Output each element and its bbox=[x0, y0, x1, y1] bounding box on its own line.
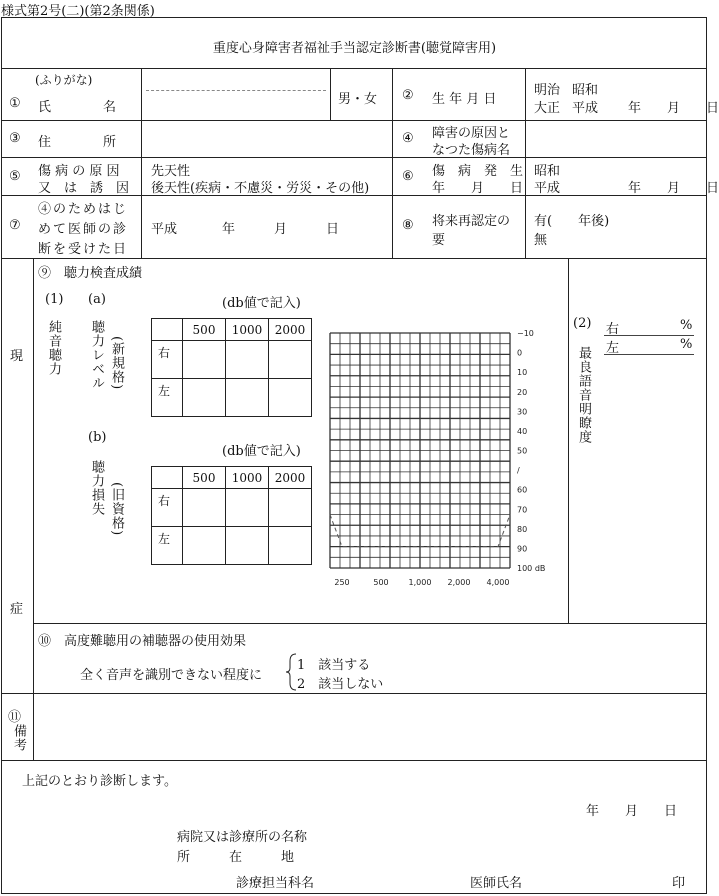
line bbox=[330, 68, 331, 120]
era-label: 大正 bbox=[534, 101, 561, 116]
hearing-value-cell[interactable] bbox=[269, 379, 312, 417]
seal-mark: 印 bbox=[672, 876, 686, 891]
freq-header: 1000 bbox=[226, 467, 269, 489]
option-not-applicable: 2 該当しない bbox=[297, 677, 384, 692]
item-number: ⑤ bbox=[9, 169, 21, 184]
hearing-level-label: 聴力レベル bbox=[89, 320, 104, 390]
hearing-value-cell[interactable] bbox=[226, 527, 269, 565]
freq-header: 500 bbox=[183, 319, 226, 341]
freq-header: 500 bbox=[183, 467, 226, 489]
new-standard-label: (新規格) bbox=[109, 336, 124, 391]
first-diagnosis-label: めて医師の診 bbox=[38, 222, 129, 237]
onset-label: 年 月 日 bbox=[432, 181, 524, 196]
speech-right-label: 右 bbox=[606, 322, 620, 337]
db-note: (db値で記入) bbox=[222, 444, 301, 459]
freq-header: 1000 bbox=[226, 319, 269, 341]
cause-label: なつた傷病名 bbox=[432, 143, 511, 158]
hearing-value-cell[interactable] bbox=[183, 489, 226, 527]
option-applicable: 1 該当する bbox=[297, 658, 371, 673]
item-number: ⑦ bbox=[9, 218, 21, 233]
x-tick-label: 250 bbox=[334, 578, 350, 587]
line bbox=[1, 693, 707, 694]
cause-origin-label: 傷 病 の 原 因 bbox=[38, 164, 120, 179]
x-tick-label: 2,000 bbox=[447, 578, 471, 587]
symptoms-side-label: 症 bbox=[10, 602, 24, 617]
date-format: 年 月 日 bbox=[628, 101, 719, 116]
line bbox=[1, 760, 707, 761]
y-tick-label: −10 bbox=[517, 329, 534, 338]
y-tick-label: 70 bbox=[517, 505, 528, 515]
hearing-value-cell[interactable] bbox=[226, 489, 269, 527]
era-label: 昭和 bbox=[534, 164, 561, 179]
date-format: 年 月 日 bbox=[628, 181, 719, 196]
recertification-label: 要 bbox=[432, 233, 446, 248]
option-congenital: 先天性 bbox=[151, 164, 191, 179]
dob-label: 生 年 月 日 bbox=[432, 92, 497, 107]
audiogram-chart bbox=[325, 328, 555, 593]
item-number: ④ bbox=[402, 131, 414, 146]
y-tick-label: 30 bbox=[517, 407, 528, 417]
line bbox=[1, 120, 707, 121]
furigana-label: (ふりがな) bbox=[35, 73, 93, 87]
furigana-line bbox=[146, 90, 326, 91]
date-format: 年 月 日 bbox=[222, 222, 340, 237]
item-number: ⑪ bbox=[8, 710, 22, 725]
line bbox=[1, 68, 707, 69]
item-number: ① bbox=[9, 96, 21, 111]
line bbox=[1, 258, 707, 259]
y-tick-label: 40 bbox=[517, 426, 528, 436]
recertification-label: 将来再認定の bbox=[432, 214, 511, 229]
cause-origin-label: 又 は 誘 因 bbox=[38, 181, 130, 196]
y-tick-label: 0 bbox=[517, 348, 523, 358]
speech-left-label: 左 bbox=[606, 341, 620, 356]
hospital-name-label: 病院又は診療所の名称 bbox=[177, 830, 308, 845]
first-diagnosis-label: ④のためはじ bbox=[38, 202, 129, 217]
hearing-aid-header: ⑩ 高度難聴用の補聴器の使用効果 bbox=[38, 634, 247, 649]
hearing-aid-question: 全く音声を識別できない程度に bbox=[80, 668, 263, 683]
hearing-level-table bbox=[151, 318, 312, 417]
hearing-value-cell[interactable] bbox=[226, 379, 269, 417]
item-number: ⑧ bbox=[402, 218, 414, 233]
recert-yes: 有( 年後) bbox=[534, 214, 610, 229]
x-tick-label: 500 bbox=[373, 578, 389, 587]
line bbox=[33, 258, 34, 760]
y-tick-label: 50 bbox=[517, 446, 528, 456]
line bbox=[525, 68, 526, 258]
old-standard-label: (旧資格) bbox=[109, 482, 124, 537]
doctor-name-label: 医師氏名 bbox=[470, 876, 523, 891]
hearing-value-cell[interactable] bbox=[269, 489, 312, 527]
part-letter: (b) bbox=[88, 430, 107, 445]
y-tick-label: 80 bbox=[517, 524, 528, 534]
percent-sign: % bbox=[680, 318, 693, 333]
era-label: 平成 bbox=[534, 181, 561, 196]
option-acquired: 後天性(疾病・不慮災・労災・その他) bbox=[151, 181, 370, 196]
diagnosis-statement: 上記のとおり診断します。 bbox=[22, 774, 177, 789]
right-ear-label: 右 bbox=[152, 341, 183, 379]
era-label: 昭和 bbox=[572, 83, 599, 98]
gender-label: 男・女 bbox=[338, 92, 378, 107]
form-title: 重度心身障害者福祉手当認定診断書(聴覚障害用) bbox=[212, 41, 497, 56]
table-corner bbox=[152, 467, 183, 489]
era-label: 平成 bbox=[151, 222, 178, 237]
item-number: ⑥ bbox=[402, 169, 414, 184]
percent-sign: % bbox=[680, 337, 693, 352]
table-corner bbox=[152, 319, 183, 341]
address-label: 住 所 bbox=[38, 135, 117, 150]
hearing-loss-label: 聴力損失 bbox=[89, 460, 104, 516]
line bbox=[392, 68, 393, 258]
onset-label: 傷 病 発 生 bbox=[432, 164, 524, 179]
recert-no: 無 bbox=[534, 233, 548, 248]
line bbox=[1, 157, 707, 158]
y-tick-label: 10 bbox=[517, 368, 528, 378]
item-number: ③ bbox=[9, 131, 21, 146]
line bbox=[141, 68, 142, 258]
era-label: 明治 bbox=[534, 83, 561, 98]
hearing-value-cell[interactable] bbox=[269, 341, 312, 379]
part-number: (2) bbox=[573, 316, 592, 331]
part-number: (1) bbox=[45, 292, 64, 307]
hearing-loss-table bbox=[151, 466, 312, 565]
line bbox=[33, 623, 707, 624]
department-label: 診療担当科名 bbox=[236, 876, 315, 891]
remarks-label: 備考 bbox=[11, 724, 26, 752]
form-id: 様式第2号(二)(第2条関係) bbox=[1, 4, 155, 19]
right-ear-label: 右 bbox=[152, 489, 183, 527]
freq-header: 2000 bbox=[269, 319, 312, 341]
y-tick-label: 60 bbox=[517, 485, 528, 495]
y-tick-label: 90 bbox=[517, 544, 528, 554]
hospital-location-label: 所 在 地 bbox=[177, 850, 295, 865]
underline bbox=[604, 335, 694, 336]
name-label: 氏 名 bbox=[38, 100, 117, 115]
hearing-test-header: ⑨ 聴力検査成績 bbox=[38, 266, 143, 281]
cause-label: 障害の原因と bbox=[432, 126, 511, 141]
y-tick-label: 100 dB bbox=[517, 564, 546, 573]
freq-header: 2000 bbox=[269, 467, 312, 489]
y-tick-label: 20 bbox=[517, 387, 528, 397]
pure-tone-label: 純音聴力 bbox=[46, 320, 61, 376]
left-ear-label: 左 bbox=[152, 527, 183, 565]
brace-icon bbox=[285, 653, 297, 691]
hearing-value-cell[interactable] bbox=[269, 527, 312, 565]
hearing-value-cell[interactable] bbox=[226, 341, 269, 379]
x-tick-label: 1,000 bbox=[408, 578, 432, 587]
hearing-value-cell[interactable] bbox=[183, 379, 226, 417]
best-speech-label: 最良語音明瞭度 bbox=[576, 346, 591, 444]
first-diagnosis-label: 断を受けた日 bbox=[38, 242, 129, 257]
y-tick-label: / bbox=[517, 466, 520, 476]
hearing-value-cell[interactable] bbox=[183, 341, 226, 379]
era-label: 平成 bbox=[572, 101, 599, 116]
date-format: 年 月 日 bbox=[586, 804, 678, 819]
x-tick-label: 4,000 bbox=[486, 578, 510, 587]
left-ear-label: 左 bbox=[152, 379, 183, 417]
db-note: (db値で記入) bbox=[222, 296, 301, 311]
symptoms-side-label: 現 bbox=[10, 349, 24, 364]
hearing-value-cell[interactable] bbox=[183, 527, 226, 565]
underline bbox=[604, 354, 694, 355]
item-number: ② bbox=[402, 88, 414, 103]
part-letter: (a) bbox=[88, 292, 106, 307]
line bbox=[568, 258, 569, 623]
